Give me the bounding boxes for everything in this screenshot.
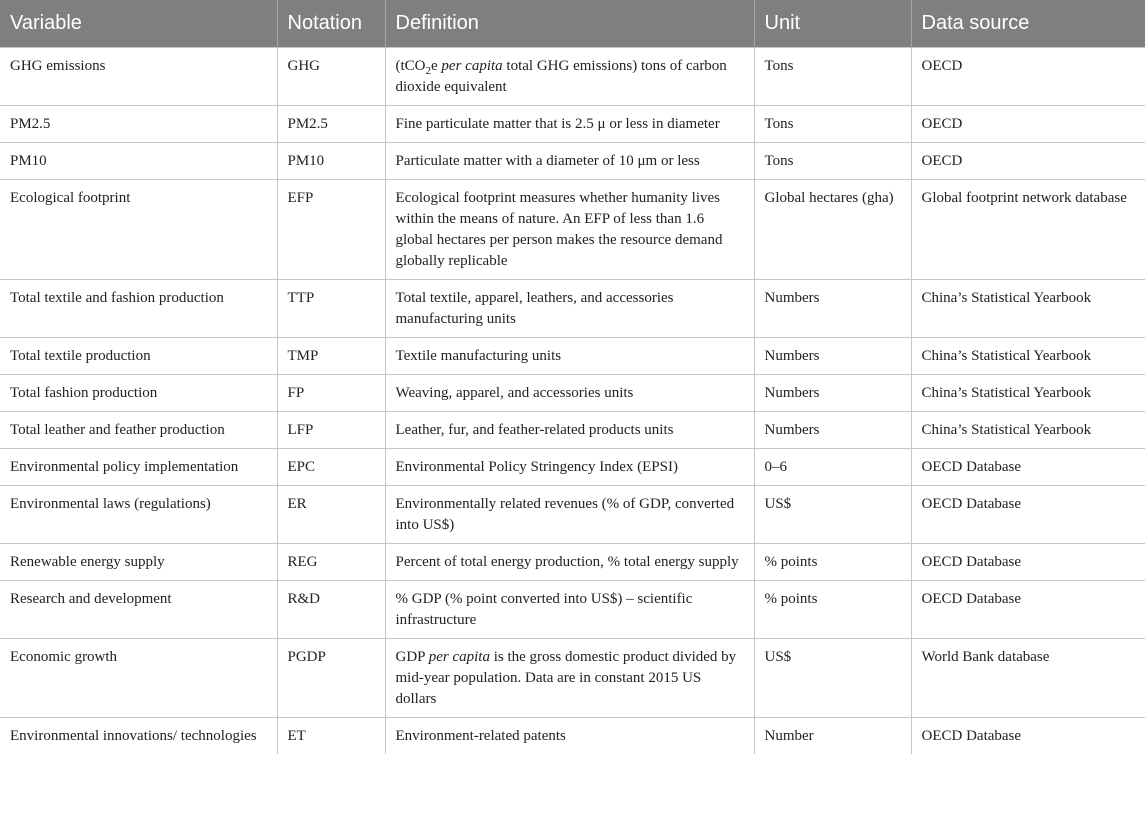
cell-data-source: OECD Database [911, 448, 1145, 485]
cell-definition: Environmental Policy Stringency Index (EPSI) [385, 448, 754, 485]
table-row [0, 448, 1145, 485]
definition-text: e [431, 57, 442, 74]
cell-data-source: OECD Database [911, 580, 1145, 638]
cell-unit: 0–6 [754, 448, 911, 485]
table-row [0, 411, 1145, 448]
cell-data-source: Global footprint network database [911, 179, 1145, 279]
cell-unit: US$ [754, 638, 911, 717]
cell-notation: ER [277, 485, 385, 543]
cell-variable: Ecological footprint [0, 179, 277, 279]
header-variable: Variable [0, 0, 277, 47]
cell-definition: % GDP (% point converted into US$) – scientific infrastructure [385, 580, 754, 638]
cell-unit: Global hectares (gha) [754, 179, 911, 279]
table-row [0, 279, 1145, 337]
cell-variable: Economic growth [0, 638, 277, 717]
table-row [0, 337, 1145, 374]
cell-data-source: OECD Database [911, 717, 1145, 754]
table-row [0, 142, 1145, 179]
cell-data-source: World Bank database [911, 638, 1145, 717]
cell-notation: PM10 [277, 142, 385, 179]
cell-variable: Total leather and feather production [0, 411, 277, 448]
definition-italic: per capita [428, 648, 490, 665]
cell-definition: Total textile, apparel, leathers, and accessories manufacturing units [385, 279, 754, 337]
cell-notation: TMP [277, 337, 385, 374]
cell-variable: Environmental laws (regulations) [0, 485, 277, 543]
cell-unit: Numbers [754, 279, 911, 337]
cell-data-source: OECD [911, 47, 1145, 105]
header-row [0, 0, 1145, 47]
cell-variable: PM2.5 [0, 105, 277, 142]
definition-text: GDP [395, 648, 429, 665]
cell-data-source: OECD Database [911, 543, 1145, 580]
cell-data-source: China’s Statistical Yearbook [911, 374, 1145, 411]
cell-notation: GHG [277, 47, 385, 105]
table-row [0, 47, 1145, 105]
header-data-source: Data source [911, 0, 1145, 47]
cell-variable: GHG emissions [0, 47, 277, 105]
cell-unit: Tons [754, 105, 911, 142]
cell-definition: Fine particulate matter that is 2.5 μ or less in diameter [385, 105, 754, 142]
cell-definition: Ecological footprint measures whether humanity lives within the means of nature. An EFP of less than 1.6 global hectares per person makes the resource demand globally replicable [385, 179, 754, 279]
cell-data-source: China’s Statistical Yearbook [911, 411, 1145, 448]
definition-text: is the gross domestic product divided by mid-year population. Data are in constant 2015 US dollars [395, 648, 737, 707]
table-row [0, 717, 1145, 754]
cell-definition: Weaving, apparel, and accessories units [385, 374, 754, 411]
table-row [0, 580, 1145, 638]
cell-definition: Particulate matter with a diameter of 10 μm or less [385, 142, 754, 179]
table-row [0, 485, 1145, 543]
definition-subscript: 2 [425, 64, 431, 77]
cell-data-source: China’s Statistical Yearbook [911, 337, 1145, 374]
cell-variable: PM10 [0, 142, 277, 179]
cell-unit: Tons [754, 142, 911, 179]
cell-data-source: OECD [911, 142, 1145, 179]
header-definition: Definition [385, 0, 754, 47]
table-row [0, 105, 1145, 142]
cell-definition: Environment-related patents [385, 717, 754, 754]
cell-data-source: OECD [911, 105, 1145, 142]
cell-variable: Total fashion production [0, 374, 277, 411]
cell-variable: Total textile and fashion production [0, 279, 277, 337]
cell-definition [385, 638, 754, 717]
table-row [0, 179, 1145, 279]
table-row [0, 374, 1145, 411]
cell-definition: Leather, fur, and feather-related products units [385, 411, 754, 448]
table-row [0, 638, 1145, 717]
cell-data-source: OECD Database [911, 485, 1145, 543]
table-row [0, 543, 1145, 580]
cell-variable: Research and development [0, 580, 277, 638]
cell-unit: Numbers [754, 374, 911, 411]
cell-notation: PGDP [277, 638, 385, 717]
cell-unit: % points [754, 580, 911, 638]
cell-variable: Renewable energy supply [0, 543, 277, 580]
table-header [0, 0, 1145, 47]
definition-italic: per capita [441, 57, 503, 74]
cell-notation: LFP [277, 411, 385, 448]
cell-notation: R&D [277, 580, 385, 638]
cell-definition [385, 47, 754, 105]
header-notation: Notation [277, 0, 385, 47]
cell-unit: Tons [754, 47, 911, 105]
cell-unit: % points [754, 543, 911, 580]
cell-data-source: China’s Statistical Yearbook [911, 279, 1145, 337]
cell-definition: Environmentally related revenues (% of GDP, converted into US$) [385, 485, 754, 543]
cell-notation: TTP [277, 279, 385, 337]
cell-variable: Environmental policy implementation [0, 448, 277, 485]
cell-notation: PM2.5 [277, 105, 385, 142]
cell-notation: EPC [277, 448, 385, 485]
definition-text: (tCO [395, 57, 426, 74]
cell-unit: Number [754, 717, 911, 754]
cell-unit: US$ [754, 485, 911, 543]
cell-unit: Numbers [754, 337, 911, 374]
definition-text: total GHG emissions) tons of carbon dioxide equivalent [395, 57, 727, 95]
header-unit: Unit [754, 0, 911, 47]
table-body [0, 47, 1145, 754]
cell-notation: ET [277, 717, 385, 754]
cell-notation: FP [277, 374, 385, 411]
cell-variable: Total textile production [0, 337, 277, 374]
cell-definition: Percent of total energy production, % total energy supply [385, 543, 754, 580]
cell-notation: EFP [277, 179, 385, 279]
cell-unit: Numbers [754, 411, 911, 448]
cell-notation: REG [277, 543, 385, 580]
cell-definition: Textile manufacturing units [385, 337, 754, 374]
cell-variable: Environmental innovations/ technologies [0, 717, 277, 754]
